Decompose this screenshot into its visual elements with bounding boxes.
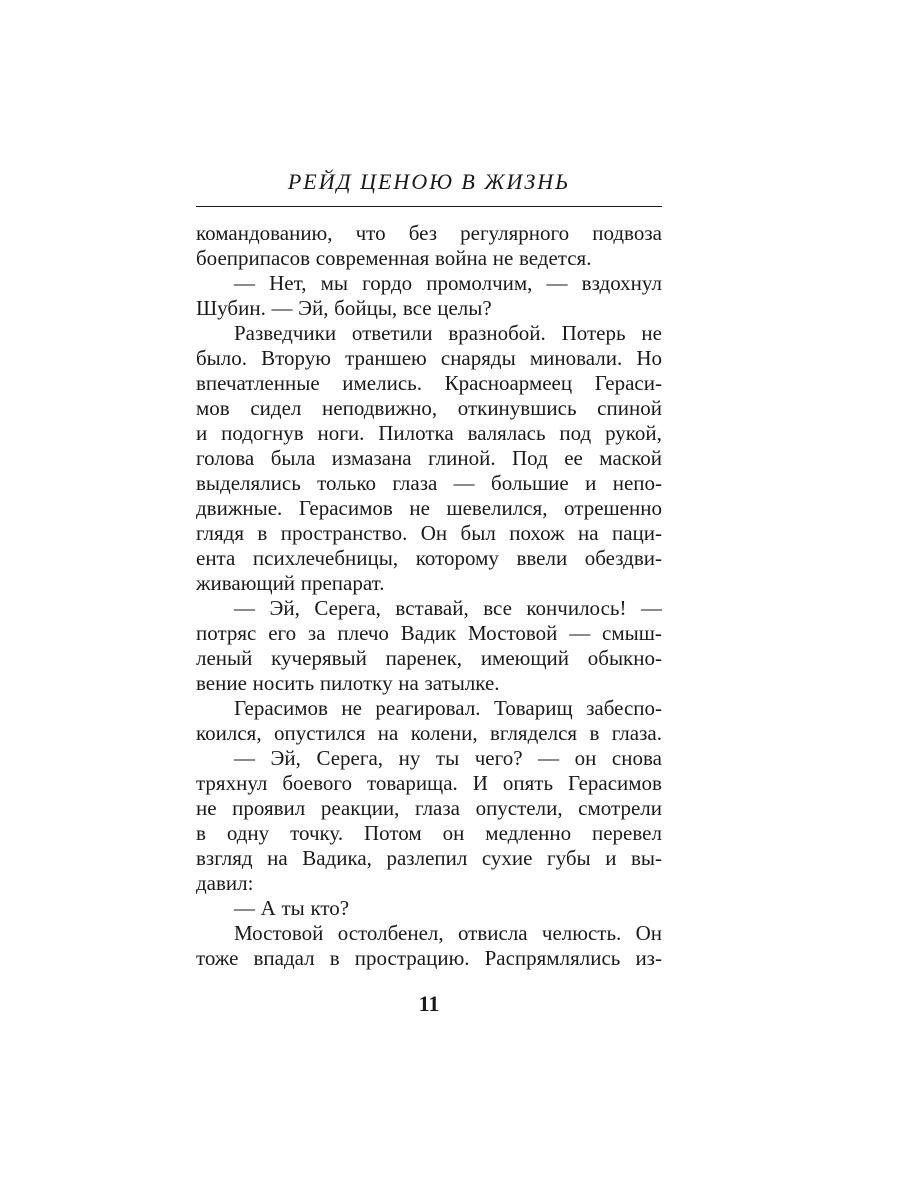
text-line: мов сидел неподвижно, откинувшись спиной <box>196 396 662 420</box>
text-line: выделялись только глаза — большие и непо- <box>196 471 662 495</box>
text-line: вение носить пилотку на затылке. <box>196 671 500 695</box>
text-line: впечатленные имелись. Красноармеец Гераси- <box>196 371 662 395</box>
text-line: — Эй, Серега, вставай, все кончилось! — <box>234 596 662 620</box>
text-line: в одну точку. Потом он медленно перевел <box>196 821 662 845</box>
text-line: живающий препарат. <box>196 571 385 595</box>
running-head: РЕЙД ЦЕНОЮ В ЖИЗНЬ <box>287 169 571 194</box>
text-line: голова была измазана глиной. Под ее маской <box>196 446 662 470</box>
header-rule <box>196 206 662 207</box>
text-line: давил: <box>196 871 254 895</box>
text-line: Герасимов не реагировал. Товарищ забеспо- <box>234 696 662 720</box>
text-line: боеприпасов современная война не ведется. <box>196 246 592 270</box>
text-line: леный кучерявый паренек, имеющий обыкно- <box>196 646 662 670</box>
text-line: — Эй, Серега, ну ты чего? — он снова <box>234 746 662 770</box>
text-line: взгляд на Вадика, разлепил сухие губы и вы- <box>196 846 662 870</box>
text-line: командованию, что без регулярного подвоза <box>196 221 662 245</box>
page-number: 11 <box>418 991 440 1016</box>
text-line: тоже впадал в прострацию. Распрямлялись из- <box>196 946 662 970</box>
text-line: Разведчики ответили вразнобой. Потерь не <box>234 321 662 345</box>
text-line: Мостовой остолбенел, отвисла челюсть. Он <box>234 921 662 945</box>
text-line: тряхнул боевого товарища. И опять Герасимов <box>196 771 662 795</box>
text-line: и подогнув ноги. Пилотка валялась под рукой, <box>196 421 662 445</box>
text-line: коился, опустился на колени, вгляделся в глаза. <box>196 721 662 745</box>
text-line: глядя в пространство. Он был похож на паци- <box>196 521 662 545</box>
text-line: движные. Герасимов не шевелился, отрешенно <box>196 496 662 520</box>
text-line: — Нет, мы гордо промолчим, — вздохнул <box>234 271 662 295</box>
text-line: Шубин. — Эй, бойцы, все целы? <box>196 296 492 320</box>
text-line: потряс его за плечо Вадик Мостовой — смыш- <box>196 621 662 645</box>
text-line: было. Вторую траншею снаряды миновали. Но <box>196 346 662 370</box>
text-line: не проявил реакции, глаза опустели, смотрели <box>196 796 662 820</box>
body-text <box>196 221 662 971</box>
text-line: ента психлечебницы, которому ввели обездви- <box>196 546 662 570</box>
text-line: — А ты кто? <box>234 896 350 920</box>
